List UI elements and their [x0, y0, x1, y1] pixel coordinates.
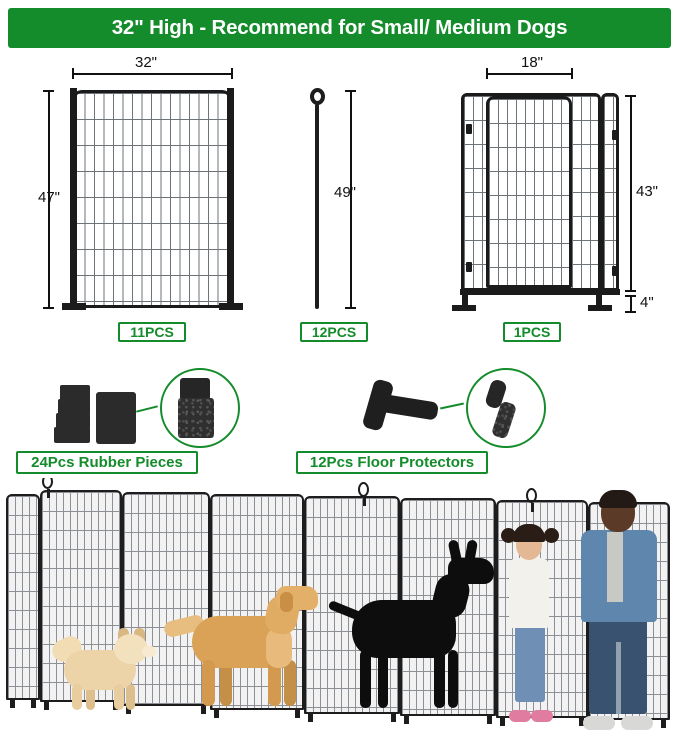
dog-leg — [114, 684, 124, 710]
child-shoe-right — [531, 710, 553, 722]
panel-count-chip: 11PCS — [118, 322, 186, 342]
fence-foot — [391, 712, 396, 722]
dog-leg — [360, 650, 371, 708]
fence-panel-1 — [6, 494, 40, 700]
header-banner — [8, 8, 671, 48]
panel-left-post — [70, 88, 77, 310]
adult-undershirt — [607, 532, 623, 602]
gate-base-dim: 4" — [640, 294, 654, 311]
gate-width-dim: 18" — [521, 54, 544, 71]
rubber-pieces-label: 24Pcs Rubber Pieces — [16, 451, 198, 474]
stake-ring — [358, 482, 369, 497]
gate-door-panel — [486, 96, 572, 288]
panel-height-cap-bottom — [43, 307, 54, 309]
gate-base-cap-bottom — [625, 311, 636, 313]
gate-width-cap-left — [486, 68, 488, 79]
stake-loop — [310, 88, 325, 105]
panel-width-cap-right — [231, 68, 233, 79]
panel-right-post — [227, 88, 234, 310]
fence-foot — [214, 708, 219, 718]
dog-leg — [202, 660, 215, 706]
protector-zoom-bubble — [466, 368, 546, 448]
stake-height-cap-bottom — [345, 307, 356, 309]
dog-leg — [72, 684, 82, 710]
stake-rod — [315, 104, 319, 309]
dog-chest — [266, 628, 292, 668]
dog-snout — [142, 646, 156, 657]
dog-leg — [126, 684, 135, 710]
child-sweater — [509, 558, 549, 628]
dog-leg — [434, 650, 445, 708]
floor-protector-icon — [377, 393, 439, 420]
gate-latch-bottom — [612, 266, 618, 276]
panel-width-dim: 32" — [135, 54, 158, 71]
rubber-zoom-cap — [180, 378, 210, 400]
header-banner-text: 32" High - Recommend for Small/ Medium Dogs — [111, 16, 568, 39]
stake-ring — [42, 478, 53, 489]
rubber-cap-icon — [54, 427, 90, 443]
stake-height-dim: 49" — [334, 184, 357, 201]
gate-height-dim: 43" — [636, 183, 659, 200]
dog-leg — [448, 650, 458, 708]
fence-foot — [487, 714, 492, 724]
small-dog-pomeranian — [48, 628, 160, 710]
gate-width-cap-right — [571, 68, 573, 79]
gate-foot-right — [588, 305, 612, 311]
panel-width-line — [72, 73, 232, 75]
fence-panel-graphic — [72, 90, 232, 308]
child-jeans — [515, 624, 545, 702]
panel-height-dim: 47" — [38, 189, 61, 206]
gate-right-wing — [601, 93, 619, 291]
rubber-zoom-texture — [178, 398, 214, 438]
stake-count-chip: 12PCS — [300, 322, 368, 342]
fence-foot — [308, 712, 313, 722]
gate-latch-top — [612, 130, 618, 140]
child-hair-puff-right — [544, 528, 559, 543]
rubber-zoom-bubble — [160, 368, 240, 448]
gate-base-cap-top — [625, 295, 636, 297]
medium-dog-golden-retriever — [170, 588, 330, 708]
stake-ring — [526, 488, 537, 503]
fence-foot — [404, 714, 409, 724]
adult-hair — [599, 490, 637, 508]
fence-foot — [10, 698, 15, 708]
gate-hinge-top — [466, 124, 472, 134]
rubber-zoom-leader — [136, 405, 158, 412]
adult-shoe-left — [583, 716, 615, 730]
adult-figure — [563, 492, 675, 730]
gate-foot-left — [452, 305, 476, 311]
gate-hinge-bottom — [466, 262, 472, 272]
dog-head — [448, 558, 494, 584]
panel-left-foot — [62, 303, 86, 310]
dog-leg — [378, 650, 388, 708]
gate-height-line — [630, 95, 632, 291]
panel-height-cap-top — [43, 90, 54, 92]
gate-height-cap-bottom — [625, 290, 636, 292]
child-hair — [513, 524, 545, 542]
gate-height-cap-top — [625, 95, 636, 97]
gate-width-line — [486, 73, 572, 75]
fence-foot — [295, 708, 300, 718]
large-dog-black — [330, 560, 515, 712]
panel-width-cap-left — [72, 68, 74, 79]
panel-right-foot — [219, 303, 243, 310]
dog-ear — [280, 592, 293, 612]
gate-count-chip: 1PCS — [503, 322, 561, 342]
dog-leg — [284, 660, 296, 706]
rubber-cap-icon — [96, 392, 136, 444]
stake-height-cap-top — [345, 90, 356, 92]
fence-foot — [31, 698, 36, 708]
floor-protectors-label: 12Pcs Floor Protectors — [296, 451, 488, 474]
lifestyle-scene — [0, 478, 679, 732]
adult-shoe-right — [621, 716, 653, 730]
protector-zoom-leader — [440, 403, 464, 410]
adult-pants-seam — [616, 642, 621, 714]
